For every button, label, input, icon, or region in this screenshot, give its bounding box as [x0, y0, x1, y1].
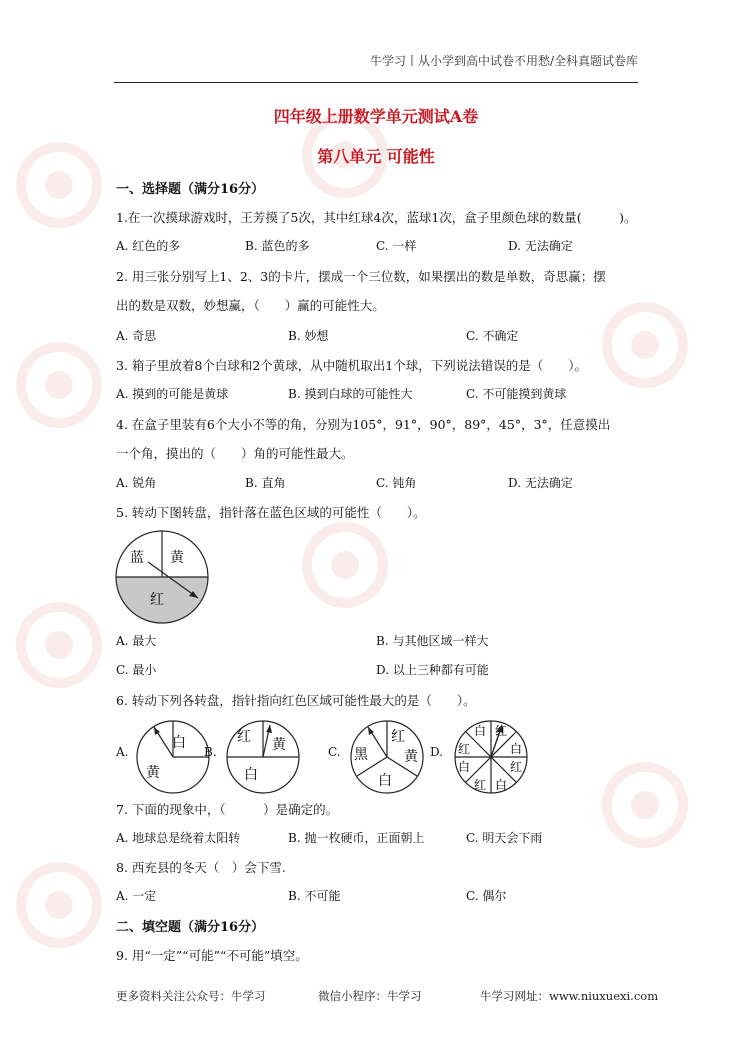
section-heading: 一、选择题（满分16分） [116, 182, 265, 197]
q5-option-a: A. 最大 [116, 634, 157, 648]
watermark-logo-icon [14, 600, 104, 690]
watermark-logo-icon [14, 340, 104, 430]
q7-option-a: A. 地球总是绕着太阳转 [116, 831, 241, 845]
q6d-label-5: 白 [458, 760, 471, 774]
question-4-line2: 一个角，摸出的（ ）角的可能性最大。 [116, 446, 354, 461]
q8-option-a: A. 一定 [116, 889, 157, 903]
q2-option-a: A. 奇思 [116, 329, 157, 343]
watermark-logo-icon [600, 300, 690, 390]
question-7: 7. 下面的现象中，（ ）是确定的。 [116, 802, 339, 817]
q6-spinner-a [134, 719, 212, 795]
q6c-label-white: 白 [378, 773, 392, 789]
q3-option-a: A. 摸到的可能是黄球 [116, 387, 229, 401]
q8-option-b: B. 不可能 [288, 889, 341, 903]
q5-spinner [112, 530, 212, 630]
q6d-label-7: 红 [474, 778, 487, 792]
q6b-label-white: 白 [244, 767, 258, 783]
q1-option-c: C. 一样 [376, 239, 417, 253]
q6d-label-2: 红 [495, 724, 508, 738]
q6b-label-red: 红 [237, 729, 251, 745]
question-3: 3. 箱子里放着8个白球和2个黄球，从中随机取出1个球，下列说法错误的是（ ）。 [116, 358, 588, 373]
q6d-label-1: 白 [474, 724, 487, 738]
q1-option-d: D. 无法确定 [508, 239, 573, 253]
q8-option-c: C. 偶尔 [466, 889, 507, 903]
watermark-logo-icon [300, 520, 390, 610]
question-9: 9. 用“一定”“可能”“不可能”填空。 [116, 948, 308, 963]
watermark-logo-icon [14, 860, 104, 950]
q6c-label-black: 黑 [354, 747, 368, 763]
q6d-label-4: 白 [510, 742, 523, 756]
page-subtitle: 第八单元 可能性 [317, 147, 435, 166]
header-divider [114, 82, 638, 83]
q2-option-b: B. 妙想 [288, 329, 329, 343]
q6d-label-8: 白 [495, 778, 508, 792]
q1-option-a: A. 红色的多 [116, 239, 181, 253]
q6a-label-yellow: 黄 [146, 765, 160, 781]
question-8: 8. 西充县的冬天（ ）会下雪. [116, 860, 286, 875]
question-1: 1.在一次摸球游戏时，王芳摸了5次，其中红球4次，蓝球1次，盒子里颜色球的数量( )。 [116, 210, 637, 225]
q4-option-d: D. 无法确定 [508, 476, 573, 490]
q6a-label-white: 白 [172, 735, 186, 751]
footer-left: 更多资料关注公众号：牛学习 [116, 989, 266, 1003]
q4-option-b: B. 直角 [245, 476, 286, 490]
q6-spinner-d [452, 719, 530, 795]
question-5: 5. 转动下图转盘，指针落在蓝色区域的可能性（ ）。 [116, 505, 426, 520]
footer-middle: 微信小程序：牛学习 [318, 989, 422, 1003]
header-tagline: 牛学习丨从小学到高中试卷不用愁/全科真题试卷库 [369, 54, 638, 68]
q1-option-b: B. 蓝色的多 [245, 239, 310, 253]
q4-option-c: C. 钝角 [376, 476, 417, 490]
footer-right: 牛学习网址：www.niuxuexi.com [480, 989, 659, 1003]
q5-option-c: C. 最小 [116, 663, 157, 677]
q5-label-yellow: 黄 [170, 550, 184, 566]
watermark-logo-icon [600, 760, 690, 850]
question-6: 6. 转动下列各转盘，指针指向红色区域可能性最大的是（ ）。 [116, 693, 476, 708]
section-heading-2: 二、填空题（满分16分） [116, 920, 265, 935]
question-2-line2: 出的数是双数，妙想赢，（ ）赢的可能性大。 [116, 298, 385, 313]
question-4-line1: 4. 在盒子里装有6个大小不等的角，分别为105°，91°，90°，89°，45°，3°，任意摸出 [116, 417, 611, 432]
q6-spinner-c [348, 719, 426, 795]
q6-option-b: B. [204, 745, 217, 759]
q6c-label-yellow: 黄 [404, 749, 418, 765]
q7-option-b: B. 抛一枚硬币，正面朝上 [288, 831, 425, 845]
q6c-label-red: 红 [391, 729, 405, 745]
page-title: 四年级上册数学单元测试A卷 [273, 107, 479, 126]
q5-option-d: D. 以上三种都有可能 [376, 663, 489, 677]
q6-option-a: A. [116, 745, 129, 759]
q6-spinner-b [224, 719, 302, 795]
q3-option-b: B. 摸到白球的可能性大 [288, 387, 413, 401]
q3-option-c: C. 不可能摸到黄球 [466, 387, 567, 401]
q5-option-b: B. 与其他区域一样大 [376, 634, 489, 648]
q6-option-d: D. [430, 745, 444, 759]
q6-option-c: C. [328, 745, 341, 759]
q6d-label-3: 红 [458, 742, 471, 756]
q7-option-c: C. 明天会下雨 [466, 831, 543, 845]
q6d-label-6: 红 [510, 760, 523, 774]
q4-option-a: A. 锐角 [116, 476, 157, 490]
question-2-line1: 2. 用三张分别写上1、2、3的卡片，摆成一个三位数，如果摆出的数是单数，奇思赢；摆 [116, 269, 606, 284]
q5-label-blue: 蓝 [130, 550, 144, 566]
q5-label-red: 红 [150, 592, 164, 608]
q6b-label-yellow: 黄 [272, 737, 286, 753]
q2-option-c: C. 不确定 [466, 329, 519, 343]
